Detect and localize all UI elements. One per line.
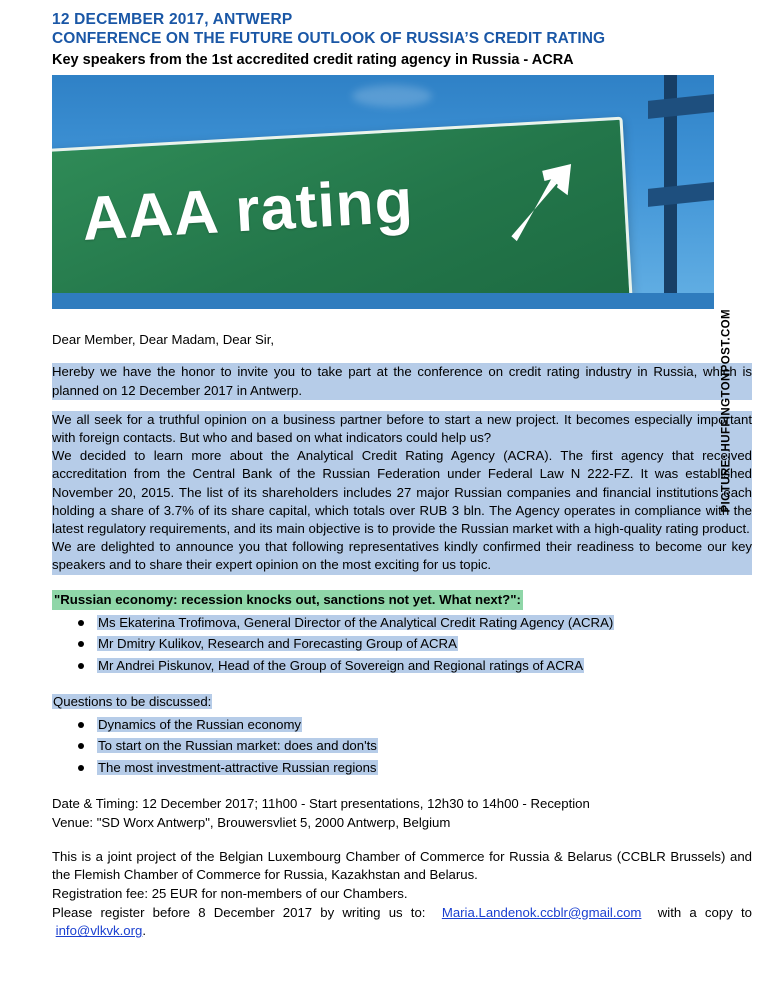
bullet-icon xyxy=(78,722,84,728)
list-item xyxy=(52,614,752,632)
register-middle: with a copy to xyxy=(657,904,752,920)
list-item xyxy=(52,759,752,777)
page-title: CONFERENCE ON THE FUTURE OUTLOOK OF RUSSIA’S CREDIT RATING xyxy=(52,30,606,48)
event-date-line: 12 DECEMBER 2017, ANTWERP xyxy=(52,11,293,28)
bullet-icon xyxy=(78,743,84,749)
question-item: Dynamics of the Russian economy xyxy=(98,716,302,732)
speaker-name: Mr Andrei Piskunov, Head of the Group of Sovereign and Regional ratings of ACRA xyxy=(98,657,584,673)
list-item xyxy=(52,737,752,755)
arrow-up-right-icon xyxy=(492,160,583,251)
bullet-icon xyxy=(78,765,84,771)
photo-credit xyxy=(716,75,734,513)
questions-heading-wrap xyxy=(52,693,752,711)
paragraph-opinion: We all seek for a truthful opinion on a business partner before to start a new project. It becomes especially important with foreign contacts. But who and based on what indicators could help us? xyxy=(52,411,752,447)
document-header xyxy=(52,10,752,70)
register-prefix: Please register before 8 December 2017 by writing us to: xyxy=(52,904,426,920)
questions-list xyxy=(52,716,752,777)
paragraph-invitation: Hereby we have the honor to invite you to take part at the conference on credit rating industry in Russia, which is planned on 12 December 2017 in Antwerp. xyxy=(52,363,752,399)
list-item xyxy=(52,716,752,734)
email-secondary-link[interactable]: info@vlkvk.org xyxy=(55,923,143,939)
joint-project-note: This is a joint project of the Belgian Luxembourg Chamber of Commerce for Russia & Belarus (CCBLR Brussels) and the Flemish Chamber of Commerce for Russia, Kazakhstan and Belarus. xyxy=(52,848,752,883)
sentence-period: . xyxy=(142,923,147,939)
cloud-shape xyxy=(352,85,432,107)
paragraph-acra: We decided to learn more about the Analytical Credit Rating Agency (ACRA). The first agency that received accreditation from the Central Bank of the Russian Federation under Federal Law N 222-FZ. It was established November 20, 2015. The list of its shareholders includes 27 major Russian companies and financial institutions each holding a share of 3.7% of its share capital, which totals over RUB 3 bln. The Agency operates in compliance with the latest regulatory requirements, and its main objective is to provide the Russian market with a high-quality rating product. xyxy=(52,447,752,538)
questions-heading: Questions to be discussed: xyxy=(53,694,212,710)
speaker-name: Ms Ekaterina Trofimova, General Director of the Analytical Credit Rating Agency (ACRA) xyxy=(98,614,614,630)
highway-sign-photo xyxy=(52,75,714,309)
bullet-icon xyxy=(78,620,84,626)
speaker-name: Mr Dmitry Kulikov, Research and Forecasting Group of ACRA xyxy=(98,636,457,652)
list-item xyxy=(52,657,752,675)
registration-instructions xyxy=(52,904,752,941)
venue: Venue: "SD Worx Antwerp", Brouwersvliet 5, 2000 Antwerp, Belgium xyxy=(52,814,451,830)
question-item: To start on the Russian market: does and don'ts xyxy=(98,738,377,754)
bullet-icon xyxy=(78,663,84,669)
topic-heading: "Russian economy: recession knocks out, sanctions not yet. What next?": xyxy=(52,590,523,610)
email-primary-link[interactable]: Maria.Landenok.ccblr@gmail.com xyxy=(441,904,642,920)
green-road-sign xyxy=(52,117,633,309)
paragraph-speakers-intro: We are delighted to announce you that following representatives kindly confirmed their readiness to become our key speakers and to share their expert opinion on the most exciting for us topic. xyxy=(52,538,752,574)
topic-heading-wrap xyxy=(52,590,752,610)
sign-gantry-beam xyxy=(648,93,714,119)
bullet-icon xyxy=(78,641,84,647)
registration-fee: Registration fee: 25 EUR for non-members of our Chambers. xyxy=(52,885,408,901)
photo-bottom-strip xyxy=(52,293,714,309)
speakers-list xyxy=(52,614,752,675)
page-subtitle: Key speakers from the 1st accredited credit rating agency in Russia - ACRA xyxy=(52,51,574,68)
sign-gantry-beam xyxy=(648,181,714,207)
question-item: The most investment-attractive Russian regions xyxy=(98,759,377,775)
sign-text: AAA rating xyxy=(80,166,416,255)
date-timing: Date & Timing: 12 December 2017; 11h00 - Start presentations, 12h30 to 14h00 - Reception xyxy=(52,796,590,812)
document-body xyxy=(52,331,752,941)
list-item xyxy=(52,635,752,653)
salutation: Dear Member, Dear Madam, Dear Sir, xyxy=(52,332,275,348)
photo-credit-text: PICTURE: HUFFINGTONPOST.COM xyxy=(721,309,733,513)
